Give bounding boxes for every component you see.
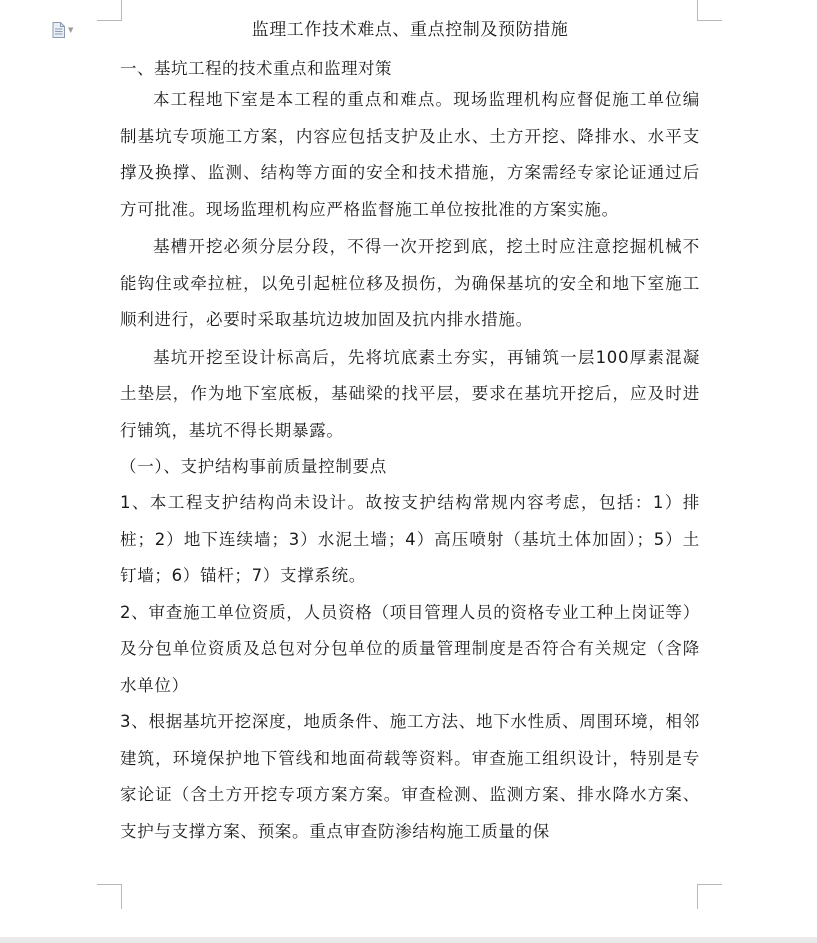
document-icon: [52, 22, 65, 38]
paragraph-2: 基槽开挖必须分层分段，不得一次开挖到底，挖土时应注意挖掘机械不能钩住或牵拉桩，以免引起桩位移及损伤，为确保基坑的安全和地下室施工顺利进行，必要时采取基坑边坡加固及抗内排水措施。: [120, 237, 700, 329]
list-item-1: 1、本工程支护结构尚未设计。故按支护结构常规内容考虑，包括：1）排桩；2）地下连续墙；3）水泥土墙；4）高压喷射（基坑土体加固）；5）土钉墙；6）锚杆；7）支撑系统。: [120, 493, 700, 585]
paragraph-3: 基坑开挖至设计标高后，先将坑底素土夯实，再铺筑一层100厚素混凝土垫层，作为地下室底板，基础梁的找平层，要求在基坑开挖后，应及时进行铺筑，基坑不得长期暴露。: [120, 347, 700, 440]
document-title: 监理工作技术难点、重点控制及预防措施: [251, 20, 569, 40]
section-heading: 一、基坑工程的技术重点和监理对策: [120, 59, 392, 78]
document-body: [120, 13, 700, 850]
page-corner-mark-bottom-left: [97, 884, 122, 909]
page-bottom-edge: [0, 937, 817, 943]
page-corner-mark-bottom-right: [697, 884, 722, 909]
page-corner-mark-top-right: [697, 0, 722, 21]
list-item-3: 3、根据基坑开挖深度，地质条件、施工方法、地下水性质、周围环境，相邻建筑，环境保护地下管线和地面荷载等资料。审查施工组织设计，特别是专家论证（含土方开挖专项方案方案。审查检测、监测方案、排水降水方案、支护与支撑方案、预案。重点审查防渗结构施工质量的保: [120, 712, 700, 841]
page-corner-mark-top-left: [97, 0, 122, 21]
subsection-heading: （一）、支护结构事前质量控制要点: [120, 457, 387, 476]
caret-down-icon: ▼: [68, 25, 74, 34]
paragraph-1: 本工程地下室是本工程的重点和难点。现场监理机构应督促施工单位编制基坑专项施工方案，内容应包括支护及止水、土方开挖、降排水、水平支撑及换撑、监测、结构等方面的安全和技术措施，方案需经专家论证通过后方可批准。现场监理机构应严格监督施工单位按批准的方案实施。: [120, 90, 700, 219]
document-menu[interactable]: [52, 22, 73, 38]
list-item-2: 2、审查施工单位资质，人员资格（项目管理人员的资格专业工种上岗证等）及分包单位资质及总包对分包单位的质量管理制度是否符合有关规定（含降水单位）: [120, 602, 700, 695]
